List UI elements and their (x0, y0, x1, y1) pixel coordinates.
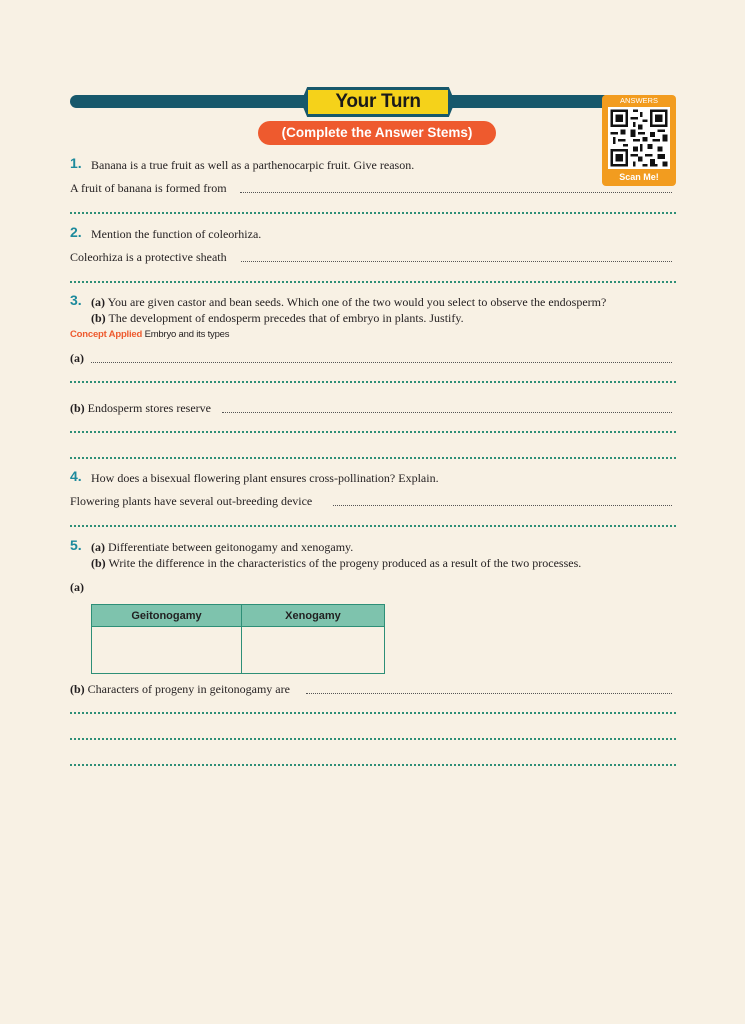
question-2-text: Mention the function of coleorhiza. (91, 227, 262, 241)
table-header-xenogamy: Xenogamy (242, 605, 385, 627)
answer-line[interactable] (70, 738, 676, 740)
answer-line[interactable] (222, 412, 672, 413)
part-label: (b) (70, 682, 85, 696)
part-label: (b) (70, 401, 85, 415)
answer-line[interactable] (241, 261, 672, 262)
answer-line[interactable] (70, 457, 676, 459)
question-1-text: Banana is a true fruit as well as a parthenocarpic fruit. Give reason. (91, 158, 415, 172)
table-header-row (92, 605, 385, 627)
comparison-table (91, 604, 385, 674)
part-text: You are given castor and bean seeds. Which one of the two would you select to observe the endosperm? (107, 295, 607, 309)
answer-line[interactable] (70, 212, 676, 214)
answer-line[interactable] (70, 525, 676, 527)
question-5-answer-a-label: (a) (70, 580, 84, 594)
page-subtitle: (Complete the Answer Stems) (258, 121, 496, 145)
question-4-stem: Flowering plants have several out-breeding device (70, 494, 313, 508)
question-3-part-b (91, 310, 464, 326)
concept-label: Concept Applied (70, 329, 143, 340)
question-4-text: How does a bisexual flowering plant ensures cross-pollination? Explain. (91, 471, 439, 485)
answer-line[interactable] (240, 192, 672, 193)
part-label: (b) (91, 311, 106, 325)
question-5-part-a (91, 539, 353, 555)
part-label: (a) (91, 540, 105, 554)
qr-scan-label: Scan Me! (619, 172, 659, 182)
table-cell-geitonogamy[interactable] (92, 627, 242, 674)
part-label: (b) (91, 556, 106, 570)
question-3-answer-b (70, 401, 211, 416)
question-4-number: 4. (70, 468, 82, 484)
qr-top-label: ANSWERS (620, 96, 658, 105)
answer-line[interactable] (70, 431, 676, 433)
page-title: Your Turn (308, 90, 448, 114)
part-text: Differentiate between geitonogamy and xenogamy. (108, 540, 354, 554)
question-3-number: 3. (70, 292, 82, 308)
question-1-number: 1. (70, 155, 82, 171)
table-header-geitonogamy: Geitonogamy (92, 605, 242, 627)
part-label: (a) (91, 295, 105, 309)
question-5-part-b (91, 555, 581, 571)
question-3-answer-a-label: (a) (70, 351, 84, 365)
answer-line[interactable] (70, 764, 676, 766)
question-2-stem: Coleorhiza is a protective sheath (70, 250, 227, 264)
part-text: Write the difference in the characteristics of the progeny produced as a result of the two processes. (108, 556, 582, 570)
answer-stem: Endosperm stores reserve (87, 401, 211, 415)
answer-line[interactable] (70, 712, 676, 714)
answer-stem: Characters of progeny in geitonogamy are (87, 682, 290, 696)
table-row (92, 627, 385, 674)
question-5-answer-b (70, 682, 290, 697)
concept-text: Embryo and its types (144, 329, 230, 340)
answer-line[interactable] (306, 693, 672, 694)
table-cell-xenogamy[interactable] (242, 627, 385, 674)
answer-line[interactable] (70, 381, 676, 383)
part-text: The development of endosperm precedes that of embryo in plants. Justify. (108, 311, 464, 325)
question-2-number: 2. (70, 224, 82, 240)
answer-line[interactable] (70, 281, 676, 283)
answer-line[interactable] (333, 505, 672, 506)
question-5-number: 5. (70, 537, 82, 553)
answers-qr-box[interactable] (602, 95, 676, 186)
qr-code-icon[interactable] (608, 107, 670, 169)
question-1-stem: A fruit of banana is formed from (70, 181, 227, 195)
answer-line[interactable] (91, 362, 672, 363)
concept-applied (70, 329, 229, 340)
question-3-part-a (91, 294, 606, 310)
